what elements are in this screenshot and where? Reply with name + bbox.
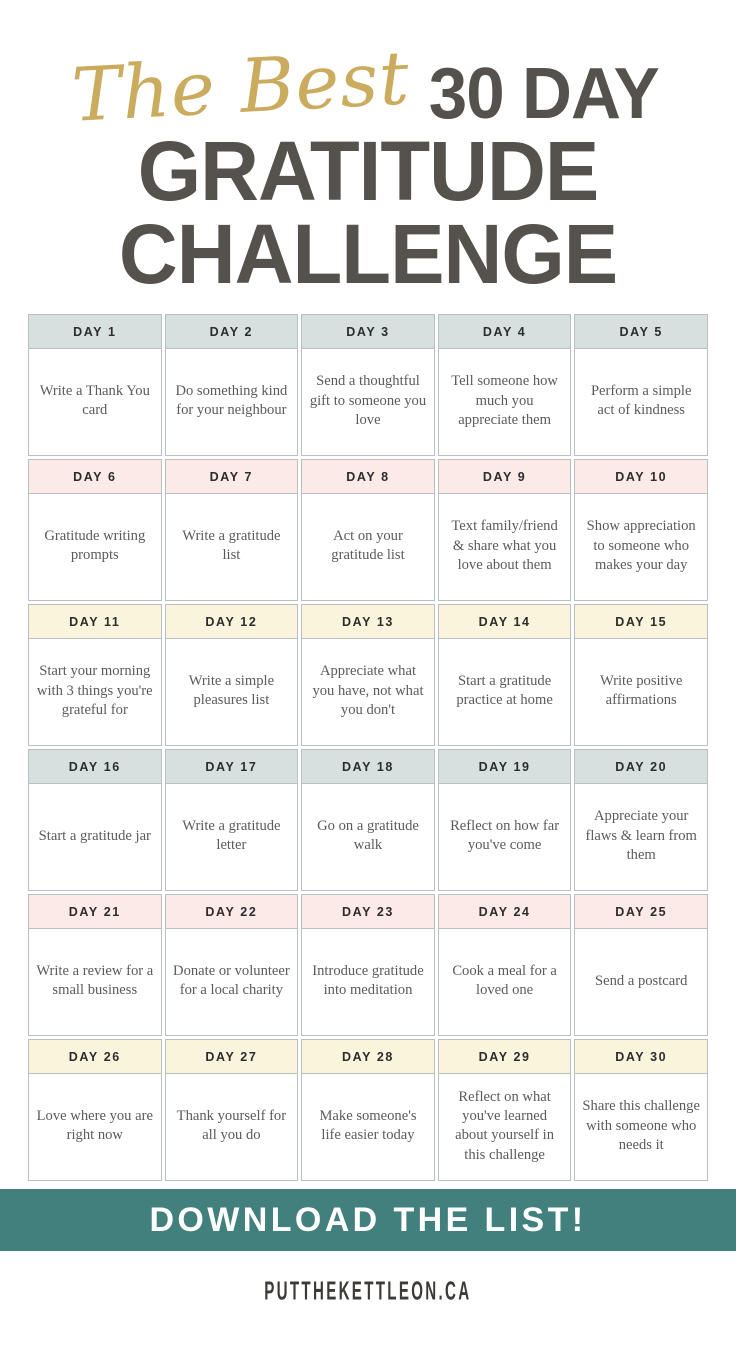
calendar-row — [28, 894, 708, 1036]
title-line-one — [0, 18, 736, 139]
day-label: DAY 1 — [73, 324, 117, 339]
day-cell — [28, 459, 162, 601]
day-label: DAY 30 — [615, 1049, 668, 1064]
day-header — [575, 315, 707, 349]
day-task-text: Gratitude writing prompts — [44, 528, 146, 564]
day-task-text: Go on a gratitude walk — [317, 818, 419, 854]
day-task — [439, 349, 571, 455]
day-cell — [301, 604, 435, 746]
day-label: DAY 22 — [205, 904, 258, 919]
day-label: DAY 25 — [615, 904, 668, 919]
day-task — [302, 929, 434, 1035]
website-url-label: PUTTHEKETTLEON.CA — [264, 1277, 472, 1306]
calendar-row — [28, 604, 708, 746]
day-task-text: Introduce gratitude into meditation — [312, 963, 424, 999]
day-task — [439, 494, 571, 600]
title-challenge-text: CHALLENGE — [118, 207, 618, 302]
day-label: DAY 3 — [346, 324, 390, 339]
day-task — [166, 639, 298, 745]
day-task — [575, 349, 707, 455]
download-list-button[interactable] — [0, 1189, 736, 1251]
day-cell — [165, 1039, 299, 1181]
day-task-text: Love where you are right now — [36, 1108, 153, 1144]
day-cell — [438, 1039, 572, 1181]
day-header — [29, 605, 161, 639]
calendar-row — [28, 749, 708, 891]
day-task-text: Reflect on what you've learned about yourself in this challenge — [455, 1088, 555, 1163]
day-task — [166, 494, 298, 600]
day-label: DAY 15 — [615, 614, 668, 629]
day-label: DAY 16 — [68, 759, 121, 774]
day-task-text: Cook a meal for a loved one — [452, 963, 557, 999]
title-script-text: The Best — [69, 35, 413, 139]
day-label: DAY 18 — [341, 759, 394, 774]
day-header — [29, 460, 161, 494]
day-task-text: Send a thoughtful gift to someone you love — [309, 373, 427, 428]
title-gratitude-text: GRATITUDE — [137, 124, 599, 218]
day-task-text: Make someone's life easier today — [319, 1108, 417, 1144]
day-cell — [165, 749, 299, 891]
day-header — [575, 605, 707, 639]
day-label: DAY 27 — [205, 1049, 258, 1064]
day-cell — [301, 894, 435, 1036]
day-task — [29, 1074, 161, 1180]
day-label: DAY 11 — [69, 614, 121, 629]
website-url[interactable] — [0, 1251, 736, 1333]
day-cell — [438, 749, 572, 891]
day-label: DAY 23 — [341, 904, 394, 919]
day-task — [439, 784, 571, 890]
day-task-text: Write a simple pleasures list — [188, 673, 275, 709]
day-header — [166, 460, 298, 494]
day-task — [29, 784, 161, 890]
day-header — [575, 750, 707, 784]
day-task-text: Tell someone how much you appreciate them — [451, 373, 558, 428]
day-task-text: Start a gratitude practice at home — [456, 673, 553, 709]
day-task-text: Act on your gratitude list — [331, 528, 405, 564]
day-label: DAY 19 — [478, 759, 531, 774]
day-label: DAY 5 — [619, 324, 663, 339]
day-label: DAY 24 — [478, 904, 531, 919]
day-label: DAY 13 — [341, 614, 394, 629]
day-cell — [438, 894, 572, 1036]
calendar-row — [28, 459, 708, 601]
day-label: DAY 14 — [478, 614, 531, 629]
day-header — [166, 895, 298, 929]
day-cell — [574, 604, 708, 746]
day-task — [29, 929, 161, 1035]
day-header — [302, 605, 434, 639]
day-cell — [438, 314, 572, 456]
day-task — [575, 929, 707, 1035]
day-task-text: Send a postcard — [594, 972, 688, 989]
day-task-text: Write a Thank You card — [39, 383, 150, 419]
day-cell — [165, 604, 299, 746]
day-cell — [301, 459, 435, 601]
day-task — [29, 494, 161, 600]
day-label: DAY 9 — [482, 469, 527, 484]
day-task-text: Thank yourself for all you do — [176, 1108, 287, 1144]
day-task — [302, 784, 434, 890]
day-task-text: Write positive affirmations — [599, 673, 683, 709]
day-task-text: Share this challenge with someone who needs it — [582, 1098, 700, 1153]
day-label: DAY 4 — [482, 324, 527, 339]
day-cell — [301, 1039, 435, 1181]
day-header — [439, 750, 571, 784]
day-header — [166, 315, 298, 349]
day-cell — [28, 894, 162, 1036]
day-header — [439, 315, 571, 349]
day-task — [166, 929, 298, 1035]
day-task-text: Show appreciation to someone who makes your day — [586, 518, 696, 573]
day-header — [439, 895, 571, 929]
day-header — [302, 750, 434, 784]
day-label: DAY 6 — [73, 469, 117, 484]
day-cell — [165, 314, 299, 456]
challenge-calendar-grid — [28, 314, 708, 1184]
day-header — [29, 895, 161, 929]
title-thirty-day-text: 30 DAY — [429, 54, 660, 134]
day-header — [302, 895, 434, 929]
day-cell — [574, 1039, 708, 1181]
day-task — [575, 784, 707, 890]
day-header — [29, 750, 161, 784]
day-header — [439, 605, 571, 639]
day-task — [439, 639, 571, 745]
day-cell — [574, 894, 708, 1036]
day-header — [166, 1040, 298, 1074]
day-task-text: Reflect on how far you've come — [450, 818, 560, 854]
day-cell — [301, 314, 435, 456]
day-cell — [438, 604, 572, 746]
day-header — [575, 895, 707, 929]
day-cell — [28, 314, 162, 456]
poster-title-block — [0, 0, 736, 302]
day-label: DAY 10 — [615, 469, 668, 484]
day-label: DAY 2 — [209, 324, 254, 339]
day-cell — [28, 749, 162, 891]
day-label: DAY 8 — [346, 469, 390, 484]
day-cell — [574, 459, 708, 601]
day-cell — [574, 749, 708, 891]
day-task-text: Write a review for a small business — [36, 963, 154, 999]
day-header — [302, 460, 434, 494]
day-label: DAY 26 — [68, 1049, 121, 1064]
day-task — [575, 494, 707, 600]
day-task — [439, 929, 571, 1035]
day-task — [166, 349, 298, 455]
day-label: DAY 28 — [341, 1049, 394, 1064]
day-task — [166, 784, 298, 890]
day-task-text: Appreciate your flaws & learn from them — [585, 808, 697, 863]
day-header — [302, 1040, 434, 1074]
day-header — [439, 460, 571, 494]
day-task — [29, 349, 161, 455]
day-task-text: Write a gratitude letter — [182, 818, 281, 854]
day-cell — [574, 314, 708, 456]
day-label: DAY 7 — [209, 469, 254, 484]
day-task — [439, 1074, 571, 1180]
day-cell — [28, 1039, 162, 1181]
day-header — [29, 315, 161, 349]
day-header — [575, 1040, 707, 1074]
day-task-text: Do something kind for your neighbour — [175, 383, 288, 419]
day-task-text: Start your morning with 3 things you're grateful for — [36, 663, 153, 718]
day-task — [29, 639, 161, 745]
day-task — [302, 494, 434, 600]
day-task-text: Perform a simple act of kindness — [590, 383, 692, 419]
day-label: DAY 20 — [615, 759, 668, 774]
day-task — [166, 1074, 298, 1180]
calendar-row — [28, 1039, 708, 1181]
calendar-row — [28, 314, 708, 456]
day-label: DAY 21 — [68, 904, 121, 919]
day-label: DAY 12 — [205, 614, 258, 629]
day-cell — [165, 459, 299, 601]
day-cell — [165, 894, 299, 1036]
day-task — [575, 639, 707, 745]
day-label: DAY 17 — [205, 759, 258, 774]
day-cell — [438, 459, 572, 601]
day-task — [575, 1074, 707, 1180]
day-label: DAY 29 — [478, 1049, 531, 1064]
day-header — [29, 1040, 161, 1074]
download-list-label: DOWNLOAD THE LIST! — [149, 1200, 587, 1239]
day-header — [166, 750, 298, 784]
day-task — [302, 639, 434, 745]
day-task — [302, 1074, 434, 1180]
day-task — [302, 349, 434, 455]
day-cell — [301, 749, 435, 891]
day-header — [302, 315, 434, 349]
day-task-text: Start a gratitude jar — [38, 827, 151, 844]
day-header — [575, 460, 707, 494]
day-task-text: Text family/friend & share what you love about them — [451, 518, 558, 573]
day-header — [439, 1040, 571, 1074]
day-cell — [28, 604, 162, 746]
day-header — [166, 605, 298, 639]
day-task-text: Donate or volunteer for a local charity — [173, 963, 290, 999]
day-task-text: Appreciate what you have, not what you don't — [312, 663, 424, 718]
day-task-text: Write a gratitude list — [182, 528, 281, 564]
